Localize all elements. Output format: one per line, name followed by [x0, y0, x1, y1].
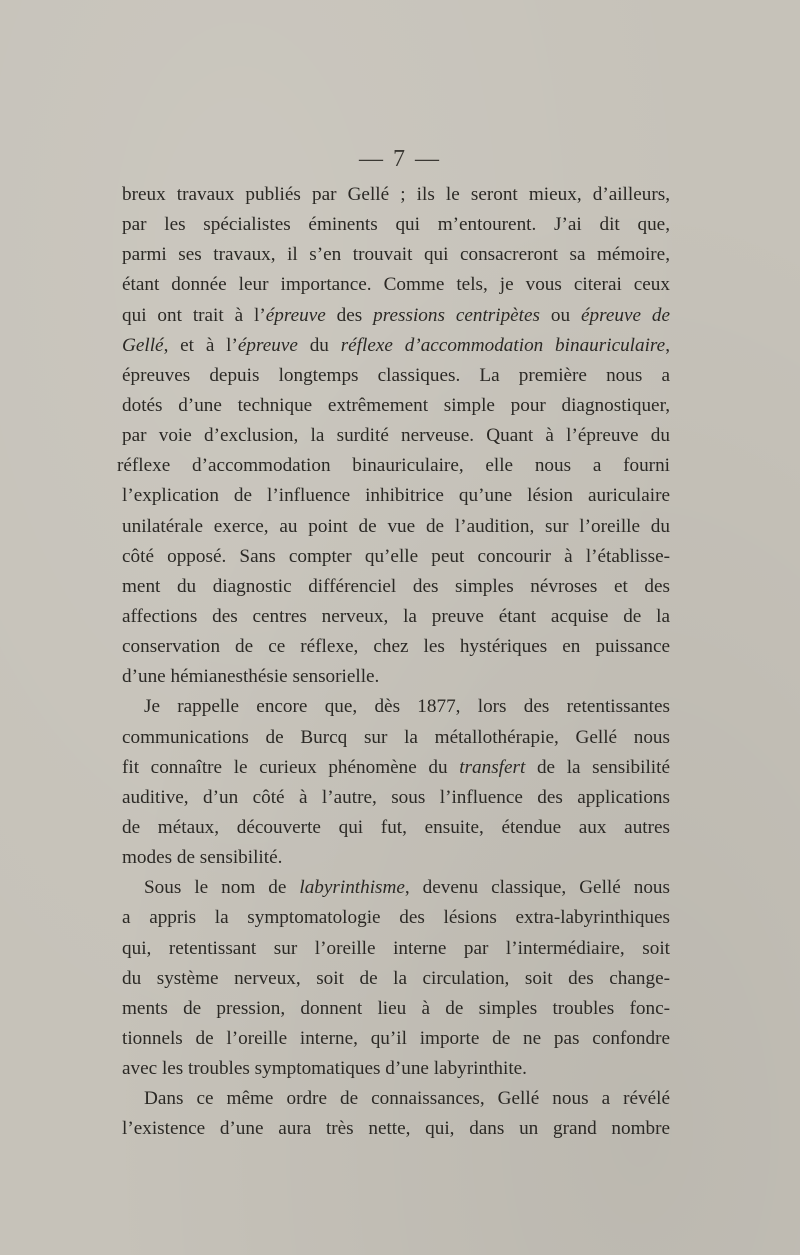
text-line	[122, 481, 670, 511]
text-line	[122, 934, 670, 964]
text-line	[122, 903, 670, 933]
text-segment: ments de pression, donnent lieu à de simples troubles fonc-	[122, 997, 670, 1019]
text-line	[122, 1054, 670, 1084]
text-line	[122, 270, 670, 300]
text-segment: des	[325, 304, 374, 326]
text-line	[122, 542, 670, 572]
text-segment: Dans ce même ordre de connaissances, Gellé nous a révélé	[144, 1088, 670, 1110]
body-text	[117, 180, 670, 1145]
text-line	[122, 301, 670, 331]
text-line	[122, 240, 670, 270]
text-segment: conservation de ce réflexe, chez les hystériques en puissance	[122, 636, 670, 658]
text-segment: l’existence d’une aura très nette, qui, dans un grand nombre	[122, 1118, 670, 1140]
text-line	[122, 662, 670, 692]
text-line	[122, 602, 670, 632]
text-segment: qui ont trait à l’	[122, 304, 266, 326]
text-segment: affections des centres nerveux, la preuve étant acquise de la	[122, 605, 670, 627]
text-segment: côté opposé. Sans compter qu’elle peut concourir à l’établisse-	[122, 545, 670, 567]
text-segment: épreuves depuis longtemps classiques. La première nous a	[122, 364, 670, 386]
text-line	[122, 1084, 670, 1114]
text-segment: de la sensibilité	[525, 756, 670, 778]
text-segment: Je rappelle encore que, dès 1877, lors des retentissantes	[144, 696, 670, 718]
text-line	[122, 1114, 670, 1144]
text-segment: dotés d’une technique extrêmement simple pour diagnostiquer,	[122, 394, 670, 416]
text-segment: , et à l’	[163, 334, 238, 356]
text-segment: qui, retentissant sur l’oreille interne par l’intermédiaire, soit	[122, 937, 670, 959]
italic-text: épreuve de	[580, 304, 670, 326]
text-segment: par les spécialistes éminents qui m’entourent. J’ai dit que,	[122, 214, 670, 236]
text-segment: , devenu classique, Gellé nous	[404, 877, 670, 899]
text-line	[122, 843, 670, 873]
text-segment: du système nerveux, soit de la circulation, soit des change-	[122, 967, 670, 989]
text-line	[122, 964, 670, 994]
text-segment: auditive, d’un côté à l’autre, sous l’influence des applications	[122, 786, 670, 808]
italic-text: épreuve	[265, 304, 326, 326]
text-line	[122, 873, 670, 903]
text-segment: modes de sensibilité.	[122, 847, 283, 869]
italic-text: labyrinthisme	[299, 877, 405, 899]
text-line	[122, 723, 670, 753]
italic-text: pressions centripètes	[373, 304, 540, 326]
text-segment: parmi ses travaux, il s’en trouvait qui consacreront sa mémoire,	[122, 244, 670, 266]
text-segment: unilatérale exerce, au point de vue de l’audition, sur l’oreille du	[122, 515, 670, 537]
text-segment: communications de Burcq sur la métallothérapie, Gellé nous	[122, 726, 670, 748]
text-line	[122, 180, 670, 210]
text-segment: avec les troubles symptomatiques d’une labyrinthite.	[122, 1058, 527, 1080]
text-line	[122, 753, 670, 783]
text-segment: l’explication de l’influence inhibitrice qu’une lésion auriculaire	[122, 485, 670, 507]
text-segment: par voie d’exclusion, la surdité nerveuse. Quant à l’épreuve du	[122, 425, 670, 447]
text-line	[122, 210, 670, 240]
text-segment: d’une hémianesthésie sensorielle.	[122, 666, 380, 688]
text-segment: tionnels de l’oreille interne, qu’il importe de ne pas confondre	[122, 1027, 670, 1049]
italic-text: épreuve	[237, 334, 298, 356]
text-segment: ,	[665, 334, 670, 356]
text-segment: fit connaître le curieux phénomène du	[122, 756, 460, 778]
text-line	[122, 572, 670, 602]
text-line	[122, 391, 670, 421]
text-line	[117, 451, 670, 481]
text-segment: ou	[540, 304, 581, 326]
text-line	[122, 632, 670, 662]
text-segment: étant donnée leur importance. Comme tels, je vous citerai ceux	[122, 274, 670, 296]
text-line	[122, 421, 670, 451]
text-line	[122, 361, 670, 391]
italic-text: réflexe d’accommodation binauriculaire	[340, 334, 666, 356]
text-line	[122, 1024, 670, 1054]
text-line	[122, 692, 670, 722]
page-number: — 7 —	[359, 146, 441, 172]
text-line	[122, 813, 670, 843]
text-segment: du	[297, 334, 341, 356]
text-segment: a appris la symptomatologie des lésions extra-labyrinthiques	[122, 907, 670, 929]
text-segment: de métaux, découverte qui fut, ensuite, étendue aux autres	[122, 816, 670, 838]
text-line	[122, 331, 670, 361]
text-segment: ment du diagnostic différenciel des simples névroses et des	[122, 575, 670, 597]
text-line	[122, 994, 670, 1024]
italic-text: Gellé	[122, 334, 164, 356]
text-line	[122, 783, 670, 813]
text-line	[122, 512, 670, 542]
text-segment: réflexe d’accommodation binauriculaire, elle nous a fourni	[117, 455, 670, 477]
text-segment: breux travaux publiés par Gellé ; ils le seront mieux, d’ailleurs,	[122, 184, 670, 205]
italic-text: transfert	[459, 756, 526, 778]
text-segment: Sous le nom de	[144, 877, 300, 899]
